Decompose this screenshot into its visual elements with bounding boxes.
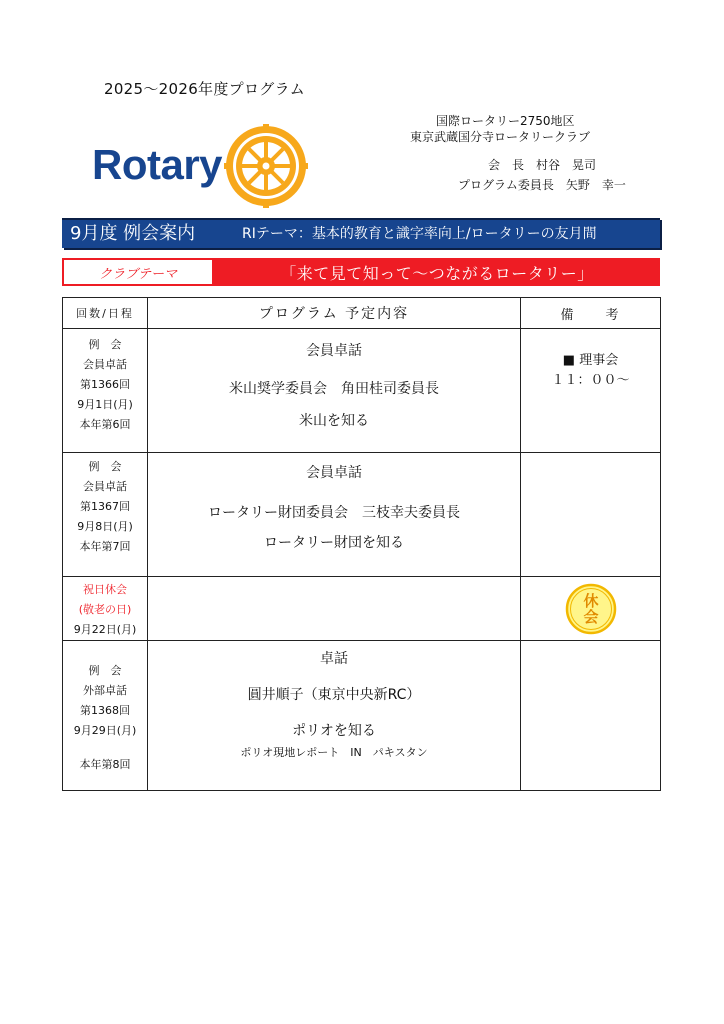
meeting-type: 例 会 <box>88 664 122 677</box>
holiday-label: 祝日休会 <box>83 583 127 596</box>
table-row <box>63 641 661 791</box>
rotary-logo-text: Rotary <box>92 141 223 188</box>
closed-seal-icon <box>565 583 617 635</box>
club-theme-bar <box>62 258 660 286</box>
program-line: 圓井順子（東京中央新RC） <box>247 687 421 703</box>
meeting-date: 9月22日(月) <box>73 623 137 636</box>
meeting-number: 第1368回 <box>80 704 130 717</box>
program-chair-name: プログラム委員長 矢野 幸一 <box>458 178 626 192</box>
program-line: 会員卓話 <box>306 465 362 481</box>
header-notes: 備 考 <box>521 298 661 329</box>
program-subline: ポリオ現地レポート IN パキスタン <box>240 746 428 759</box>
club-theme-label: クラブテーマ <box>62 258 214 286</box>
row-date-cell <box>63 453 148 577</box>
row-notes-cell <box>521 453 661 577</box>
table-row <box>63 577 661 641</box>
note-line: ■ 理事会 <box>562 353 619 368</box>
year-count: 本年第6回 <box>79 418 131 431</box>
president-name: 会 長 村谷 晃司 <box>488 158 597 172</box>
meeting-subtype: 外部卓話 <box>83 684 127 697</box>
program-line: 会員卓話 <box>306 343 362 359</box>
seal-char-2: 会 <box>582 607 599 626</box>
program-line: ロータリー財団委員会 三枝幸夫委員長 <box>208 505 460 521</box>
holiday-name: (敬老の日) <box>78 603 132 616</box>
table-row <box>63 453 661 577</box>
district-name: 国際ロータリー2750地区 <box>436 114 575 128</box>
club-name: 東京武蔵国分寺ロータリークラブ <box>410 130 591 144</box>
ri-theme-text: RIテーマ：基本的教育と識字率向上/ロータリーの友月間 <box>242 226 597 242</box>
row-program-cell <box>148 641 521 791</box>
row-notes-cell <box>521 577 661 641</box>
table-header-row <box>63 298 661 329</box>
program-line: 米山奨学委員会 角田桂司委員長 <box>229 381 439 397</box>
row-date-cell <box>63 641 148 791</box>
table-row <box>63 329 661 453</box>
meeting-type: 例 会 <box>88 338 122 351</box>
ri-theme-bar <box>62 218 660 248</box>
meeting-type: 例 会 <box>88 460 122 473</box>
row-notes-cell <box>521 641 661 791</box>
header-date: 回数/日程 <box>63 298 148 329</box>
meeting-subtype: 会員卓話 <box>83 358 127 371</box>
note-line: １１：００～ <box>551 373 630 388</box>
schedule-table <box>62 297 661 791</box>
row-program-cell <box>148 329 521 453</box>
row-date-cell <box>63 329 148 453</box>
meeting-date: 9月1日(月) <box>77 398 133 411</box>
meeting-number: 第1367回 <box>80 500 130 513</box>
program-line: 米山を知る <box>299 413 369 429</box>
month-heading: 9月度 例会案内 <box>70 223 196 244</box>
rotary-wheel-icon <box>224 124 308 208</box>
seal-char-1: 休 <box>582 591 599 610</box>
program-line: ポリオを知る <box>292 723 376 739</box>
program-line: ロータリー財団を知る <box>264 535 404 551</box>
club-theme-text: 「来て見て知って～つながるロータリー」 <box>280 263 594 283</box>
row-notes-cell <box>521 329 661 453</box>
row-program-cell <box>148 453 521 577</box>
meeting-subtype: 会員卓話 <box>83 480 127 493</box>
header-program: プログラム 予定内容 <box>148 298 521 329</box>
program-line: 卓話 <box>320 651 348 667</box>
meeting-number: 第1366回 <box>80 378 130 391</box>
meeting-date: 9月29日(月) <box>73 724 137 737</box>
document-title: 2025～2026年度プログラム <box>104 80 305 98</box>
year-count: 本年第8回 <box>79 758 131 771</box>
meeting-date: 9月8日(月) <box>77 520 133 533</box>
year-count: 本年第7回 <box>79 540 131 553</box>
row-date-cell <box>63 577 148 641</box>
row-program-cell <box>148 577 521 641</box>
